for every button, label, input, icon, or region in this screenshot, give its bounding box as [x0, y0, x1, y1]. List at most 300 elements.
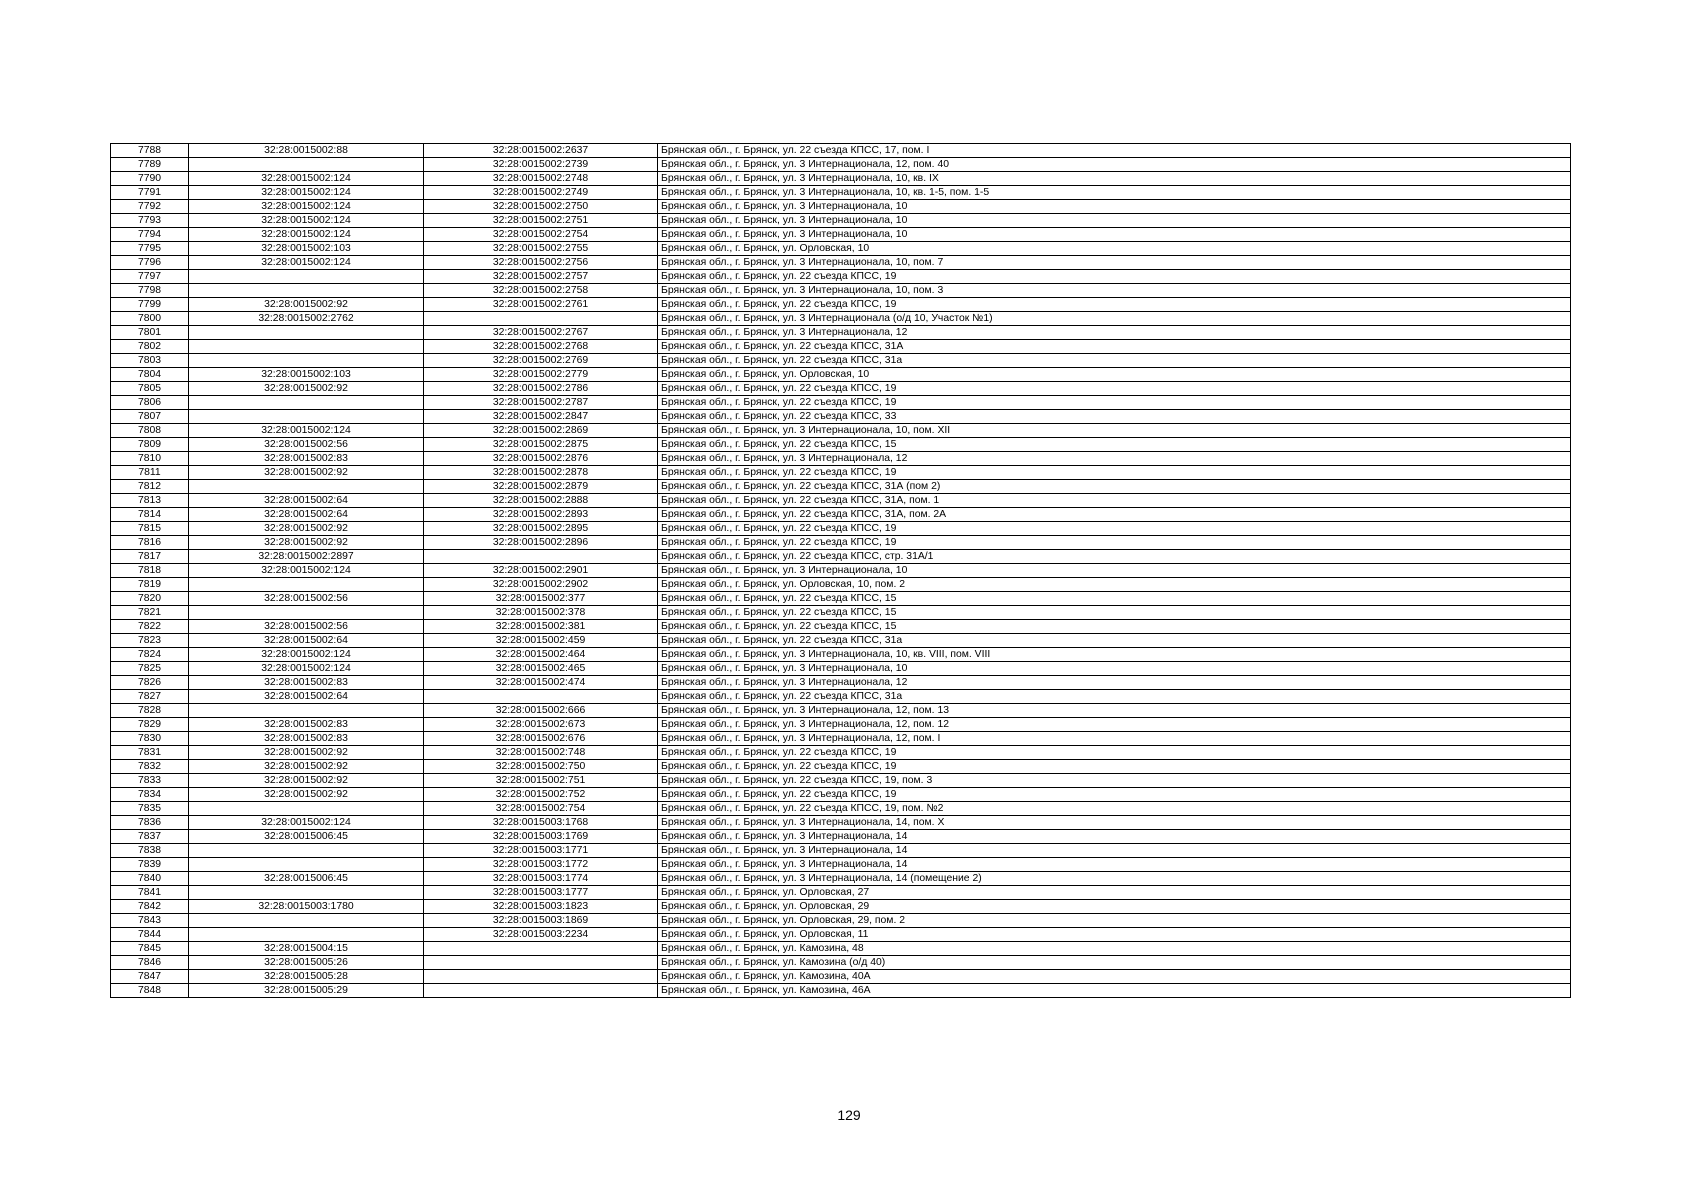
table-row	[111, 242, 1571, 256]
parcel-number-cell: 32:28:0015002:92	[189, 760, 424, 774]
parcel-number-cell: 32:28:0015002:83	[189, 676, 424, 690]
table-row	[111, 676, 1571, 690]
table-row	[111, 480, 1571, 494]
address-cell: Брянская обл., г. Брянск, ул. 22 съезда КПСС, 19, пом. №2	[658, 802, 1571, 816]
address-cell: Брянская обл., г. Брянск, ул. 3 Интернационала, 12	[658, 676, 1571, 690]
address-cell: Брянская обл., г. Брянск, ул. 3 Интернационала, 10	[658, 564, 1571, 578]
table-row	[111, 802, 1571, 816]
address-cell: Брянская обл., г. Брянск, ул. 3 Интернационала, 10	[658, 662, 1571, 676]
address-cell: Брянская обл., г. Брянск, ул. Орловская, 10	[658, 242, 1571, 256]
object-number-cell: 32:28:0015002:2901	[424, 564, 658, 578]
address-cell: Брянская обл., г. Брянск, ул. 22 съезда КПСС, стр. 31А/1	[658, 550, 1571, 564]
row-number-cell: 7790	[111, 172, 189, 186]
object-number-cell: 32:28:0015003:1869	[424, 914, 658, 928]
parcel-number-cell	[189, 480, 424, 494]
address-cell: Брянская обл., г. Брянск, ул. 3 Интернационала, 12, пом. 13	[658, 704, 1571, 718]
table-row	[111, 452, 1571, 466]
parcel-number-cell	[189, 354, 424, 368]
parcel-number-cell: 32:28:0015002:64	[189, 494, 424, 508]
row-number-cell: 7836	[111, 816, 189, 830]
table-row	[111, 886, 1571, 900]
row-number-cell: 7844	[111, 928, 189, 942]
table-row	[111, 648, 1571, 662]
row-number-cell: 7812	[111, 480, 189, 494]
row-number-cell: 7834	[111, 788, 189, 802]
row-number-cell: 7821	[111, 606, 189, 620]
object-number-cell: 32:28:0015002:2761	[424, 298, 658, 312]
address-cell: Брянская обл., г. Брянск, ул. 3 Интернационала, 10	[658, 214, 1571, 228]
row-number-cell: 7839	[111, 858, 189, 872]
address-cell: Брянская обл., г. Брянск, ул. 22 съезда КПСС, 19	[658, 788, 1571, 802]
row-number-cell: 7837	[111, 830, 189, 844]
object-number-cell: 32:28:0015002:2739	[424, 158, 658, 172]
parcel-number-cell: 32:28:0015002:2897	[189, 550, 424, 564]
object-number-cell: 32:28:0015002:2751	[424, 214, 658, 228]
address-cell: Брянская обл., г. Брянск, ул. Орловская, 27	[658, 886, 1571, 900]
table-row	[111, 158, 1571, 172]
parcel-number-cell: 32:28:0015002:64	[189, 690, 424, 704]
table-row	[111, 788, 1571, 802]
address-cell: Брянская обл., г. Брянск, ул. 22 съезда КПСС, 15	[658, 606, 1571, 620]
address-cell: Брянская обл., г. Брянск, ул. 3 Интернационала, 10, пом. XII	[658, 424, 1571, 438]
table-row	[111, 620, 1571, 634]
row-number-cell: 7825	[111, 662, 189, 676]
parcel-number-cell: 32:28:0015002:124	[189, 564, 424, 578]
address-cell: Брянская обл., г. Брянск, ул. Орловская, 10, пом. 2	[658, 578, 1571, 592]
address-cell: Брянская обл., г. Брянск, ул. Камозина, 48	[658, 942, 1571, 956]
table-row	[111, 872, 1571, 886]
address-cell: Брянская обл., г. Брянск, ул. 3 Интернационала, 14	[658, 830, 1571, 844]
object-number-cell: 32:28:0015002:465	[424, 662, 658, 676]
object-number-cell: 32:28:0015002:748	[424, 746, 658, 760]
table-row	[111, 466, 1571, 480]
address-cell: Брянская обл., г. Брянск, ул. 3 Интернационала, 12, пом. 12	[658, 718, 1571, 732]
row-number-cell: 7806	[111, 396, 189, 410]
object-number-cell: 32:28:0015002:676	[424, 732, 658, 746]
object-number-cell: 32:28:0015002:2879	[424, 480, 658, 494]
address-cell: Брянская обл., г. Брянск, ул. 3 Интернационала, 10, кв. 1-5, пом. 1-5	[658, 186, 1571, 200]
parcel-number-cell: 32:28:0015002:2762	[189, 312, 424, 326]
parcel-number-cell	[189, 270, 424, 284]
table-row	[111, 690, 1571, 704]
parcel-number-cell	[189, 578, 424, 592]
object-number-cell: 32:28:0015002:2847	[424, 410, 658, 424]
row-number-cell: 7820	[111, 592, 189, 606]
row-number-cell: 7818	[111, 564, 189, 578]
parcel-number-cell: 32:28:0015002:92	[189, 522, 424, 536]
table-row	[111, 256, 1571, 270]
table-row	[111, 760, 1571, 774]
address-cell: Брянская обл., г. Брянск, ул. 22 съезда КПСС, 33	[658, 410, 1571, 424]
parcel-number-cell	[189, 704, 424, 718]
parcel-number-cell: 32:28:0015002:124	[189, 186, 424, 200]
table-row	[111, 844, 1571, 858]
page-number: 129	[837, 1107, 861, 1123]
address-cell: Брянская обл., г. Брянск, ул. 3 Интернационала, 14	[658, 858, 1571, 872]
parcel-number-cell: 32:28:0015005:26	[189, 956, 424, 970]
address-cell: Брянская обл., г. Брянск, ул. 3 Интернационала, 10, пом. 3	[658, 284, 1571, 298]
object-number-cell: 32:28:0015002:2748	[424, 172, 658, 186]
address-cell: Брянская обл., г. Брянск, ул. 22 съезда КПСС, 31А, пом. 1	[658, 494, 1571, 508]
table-row	[111, 830, 1571, 844]
row-number-cell: 7805	[111, 382, 189, 396]
row-number-cell: 7827	[111, 690, 189, 704]
parcel-number-cell: 32:28:0015005:29	[189, 984, 424, 998]
address-cell: Брянская обл., г. Брянск, ул. 3 Интернационала, 14, пом. X	[658, 816, 1571, 830]
object-number-cell: 32:28:0015002:2895	[424, 522, 658, 536]
row-number-cell: 7802	[111, 340, 189, 354]
row-number-cell: 7797	[111, 270, 189, 284]
row-number-cell: 7843	[111, 914, 189, 928]
address-cell: Брянская обл., г. Брянск, ул. 22 съезда КПСС, 19	[658, 536, 1571, 550]
parcel-number-cell	[189, 858, 424, 872]
table-row	[111, 956, 1571, 970]
object-number-cell: 32:28:0015002:2749	[424, 186, 658, 200]
address-cell: Брянская обл., г. Брянск, ул. 22 съезда КПСС, 31а	[658, 354, 1571, 368]
row-number-cell: 7800	[111, 312, 189, 326]
row-number-cell: 7848	[111, 984, 189, 998]
object-number-cell: 32:28:0015002:2757	[424, 270, 658, 284]
table-row	[111, 396, 1571, 410]
parcel-number-cell: 32:28:0015002:124	[189, 214, 424, 228]
object-number-cell: 32:28:0015002:2786	[424, 382, 658, 396]
address-cell: Брянская обл., г. Брянск, ул. 3 Интернационала, 10	[658, 228, 1571, 242]
parcel-number-cell	[189, 886, 424, 900]
parcel-number-cell: 32:28:0015002:124	[189, 256, 424, 270]
parcel-number-cell: 32:28:0015002:92	[189, 746, 424, 760]
row-number-cell: 7846	[111, 956, 189, 970]
parcel-number-cell: 32:28:0015002:103	[189, 368, 424, 382]
address-cell: Брянская обл., г. Брянск, ул. 22 съезда КПСС, 19	[658, 746, 1571, 760]
row-number-cell: 7828	[111, 704, 189, 718]
row-number-cell: 7792	[111, 200, 189, 214]
table-row	[111, 214, 1571, 228]
table-row	[111, 312, 1571, 326]
row-number-cell: 7810	[111, 452, 189, 466]
row-number-cell: 7795	[111, 242, 189, 256]
object-number-cell: 32:28:0015003:1769	[424, 830, 658, 844]
parcel-number-cell	[189, 158, 424, 172]
parcel-number-cell	[189, 396, 424, 410]
address-cell: Брянская обл., г. Брянск, ул. 3 Интернационала, 10, кв. VIII, пом. VIII	[658, 648, 1571, 662]
table-row	[111, 914, 1571, 928]
table-row	[111, 508, 1571, 522]
table-row	[111, 368, 1571, 382]
table-row	[111, 228, 1571, 242]
address-cell: Брянская обл., г. Брянск, ул. Камозина, 46А	[658, 984, 1571, 998]
table-row	[111, 340, 1571, 354]
table-row	[111, 200, 1571, 214]
table-row	[111, 578, 1571, 592]
table-row	[111, 942, 1571, 956]
address-cell: Брянская обл., г. Брянск, ул. Орловская, 29, пом. 2	[658, 914, 1571, 928]
address-cell: Брянская обл., г. Брянск, ул. Камозина (о/д 40)	[658, 956, 1571, 970]
table-row	[111, 858, 1571, 872]
row-number-cell: 7831	[111, 746, 189, 760]
row-number-cell: 7835	[111, 802, 189, 816]
row-number-cell: 7789	[111, 158, 189, 172]
object-number-cell: 32:28:0015002:2902	[424, 578, 658, 592]
parcel-number-cell: 32:28:0015006:45	[189, 830, 424, 844]
object-number-cell: 32:28:0015002:2755	[424, 242, 658, 256]
object-number-cell: 32:28:0015002:377	[424, 592, 658, 606]
table-row	[111, 816, 1571, 830]
table-row	[111, 284, 1571, 298]
address-cell: Брянская обл., г. Брянск, ул. 3 Интернационала, 14 (помещение 2)	[658, 872, 1571, 886]
parcel-number-cell	[189, 340, 424, 354]
parcel-number-cell: 32:28:0015006:45	[189, 872, 424, 886]
table-row	[111, 424, 1571, 438]
object-number-cell: 32:28:0015002:2787	[424, 396, 658, 410]
address-cell: Брянская обл., г. Брянск, ул. 3 Интернационала, 12	[658, 326, 1571, 340]
table-row	[111, 900, 1571, 914]
object-number-cell: 32:28:0015002:474	[424, 676, 658, 690]
table-row	[111, 438, 1571, 452]
object-number-cell: 32:28:0015002:751	[424, 774, 658, 788]
table-row	[111, 186, 1571, 200]
parcel-number-cell: 32:28:0015002:124	[189, 662, 424, 676]
row-number-cell: 7803	[111, 354, 189, 368]
address-cell: Брянская обл., г. Брянск, ул. 22 съезда КПСС, 19	[658, 298, 1571, 312]
parcel-number-cell: 32:28:0015002:64	[189, 634, 424, 648]
parcel-number-cell: 32:28:0015004:15	[189, 942, 424, 956]
parcel-number-cell: 32:28:0015002:92	[189, 382, 424, 396]
cadastral-table	[110, 143, 1571, 998]
object-number-cell: 32:28:0015002:750	[424, 760, 658, 774]
object-number-cell: 32:28:0015002:2769	[424, 354, 658, 368]
table-row	[111, 536, 1571, 550]
address-cell: Брянская обл., г. Брянск, ул. 22 съезда КПСС, 15	[658, 620, 1571, 634]
object-number-cell: 32:28:0015002:673	[424, 718, 658, 732]
address-cell: Брянская обл., г. Брянск, ул. Камозина, 40А	[658, 970, 1571, 984]
row-number-cell: 7798	[111, 284, 189, 298]
table-row	[111, 928, 1571, 942]
table-row	[111, 382, 1571, 396]
parcel-number-cell: 32:28:0015002:124	[189, 200, 424, 214]
object-number-cell: 32:28:0015003:2234	[424, 928, 658, 942]
parcel-number-cell: 32:28:0015002:124	[189, 424, 424, 438]
object-number-cell: 32:28:0015002:2756	[424, 256, 658, 270]
address-cell: Брянская обл., г. Брянск, ул. 22 съезда КПСС, 19	[658, 760, 1571, 774]
row-number-cell: 7840	[111, 872, 189, 886]
object-number-cell	[424, 956, 658, 970]
table-row	[111, 172, 1571, 186]
parcel-number-cell	[189, 410, 424, 424]
parcel-number-cell: 32:28:0015003:1780	[189, 900, 424, 914]
parcel-number-cell	[189, 284, 424, 298]
parcel-number-cell	[189, 326, 424, 340]
row-number-cell: 7816	[111, 536, 189, 550]
parcel-number-cell: 32:28:0015002:56	[189, 592, 424, 606]
object-number-cell: 32:28:0015003:1768	[424, 816, 658, 830]
object-number-cell	[424, 550, 658, 564]
parcel-number-cell	[189, 914, 424, 928]
table-row	[111, 564, 1571, 578]
row-number-cell: 7841	[111, 886, 189, 900]
address-cell: Брянская обл., г. Брянск, ул. 22 съезда КПСС, 15	[658, 592, 1571, 606]
object-number-cell: 32:28:0015002:464	[424, 648, 658, 662]
address-cell: Брянская обл., г. Брянск, ул. 3 Интернационала, 12, пом. 40	[658, 158, 1571, 172]
object-number-cell	[424, 970, 658, 984]
parcel-number-cell: 32:28:0015002:92	[189, 466, 424, 480]
address-cell: Брянская обл., г. Брянск, ул. 22 съезда КПСС, 19	[658, 466, 1571, 480]
table-row	[111, 326, 1571, 340]
object-number-cell: 32:28:0015002:2869	[424, 424, 658, 438]
row-number-cell: 7847	[111, 970, 189, 984]
parcel-number-cell	[189, 844, 424, 858]
table-row	[111, 662, 1571, 676]
parcel-number-cell: 32:28:0015002:83	[189, 732, 424, 746]
address-cell: Брянская обл., г. Брянск, ул. 3 Интернационала, 10	[658, 200, 1571, 214]
parcel-number-cell: 32:28:0015002:92	[189, 774, 424, 788]
address-cell: Брянская обл., г. Брянск, ул. 22 съезда КПСС, 19	[658, 396, 1571, 410]
row-number-cell: 7823	[111, 634, 189, 648]
object-number-cell: 32:28:0015002:2750	[424, 200, 658, 214]
object-number-cell: 32:28:0015003:1823	[424, 900, 658, 914]
address-cell: Брянская обл., г. Брянск, ул. 22 съезда КПСС, 19	[658, 522, 1571, 536]
row-number-cell: 7814	[111, 508, 189, 522]
address-cell: Брянская обл., г. Брянск, ул. 3 Интернационала (о/д 10, Участок №1)	[658, 312, 1571, 326]
row-number-cell: 7829	[111, 718, 189, 732]
object-number-cell: 32:28:0015002:2768	[424, 340, 658, 354]
object-number-cell: 32:28:0015002:2876	[424, 452, 658, 466]
table-row	[111, 410, 1571, 424]
row-number-cell: 7819	[111, 578, 189, 592]
object-number-cell: 32:28:0015003:1772	[424, 858, 658, 872]
address-cell: Брянская обл., г. Брянск, ул. 3 Интернационала, 12, пом. I	[658, 732, 1571, 746]
object-number-cell: 32:28:0015002:2637	[424, 144, 658, 158]
address-cell: Брянская обл., г. Брянск, ул. 22 съезда КПСС, 19	[658, 382, 1571, 396]
table-row	[111, 550, 1571, 564]
parcel-number-cell	[189, 802, 424, 816]
row-number-cell: 7804	[111, 368, 189, 382]
object-number-cell: 32:28:0015003:1777	[424, 886, 658, 900]
object-number-cell: 32:28:0015002:459	[424, 634, 658, 648]
row-number-cell: 7791	[111, 186, 189, 200]
object-number-cell: 32:28:0015002:2758	[424, 284, 658, 298]
row-number-cell: 7826	[111, 676, 189, 690]
row-number-cell: 7799	[111, 298, 189, 312]
table-row	[111, 298, 1571, 312]
parcel-number-cell	[189, 606, 424, 620]
row-number-cell: 7813	[111, 494, 189, 508]
parcel-number-cell	[189, 928, 424, 942]
object-number-cell: 32:28:0015003:1771	[424, 844, 658, 858]
parcel-number-cell: 32:28:0015002:124	[189, 228, 424, 242]
object-number-cell: 32:28:0015002:381	[424, 620, 658, 634]
object-number-cell	[424, 942, 658, 956]
address-cell: Брянская обл., г. Брянск, ул. Орловская, 10	[658, 368, 1571, 382]
row-number-cell: 7838	[111, 844, 189, 858]
row-number-cell: 7845	[111, 942, 189, 956]
parcel-number-cell: 32:28:0015002:92	[189, 788, 424, 802]
cadastral-table-body	[111, 144, 1571, 998]
table-row	[111, 746, 1571, 760]
row-number-cell: 7788	[111, 144, 189, 158]
table-row	[111, 970, 1571, 984]
address-cell: Брянская обл., г. Брянск, ул. 22 съезда КПСС, 31А, пом. 2А	[658, 508, 1571, 522]
object-number-cell: 32:28:0015002:2878	[424, 466, 658, 480]
object-number-cell: 32:28:0015002:754	[424, 802, 658, 816]
parcel-number-cell: 32:28:0015002:124	[189, 816, 424, 830]
table-row	[111, 270, 1571, 284]
table-row	[111, 774, 1571, 788]
object-number-cell: 32:28:0015002:2767	[424, 326, 658, 340]
row-number-cell: 7794	[111, 228, 189, 242]
address-cell: Брянская обл., г. Брянск, ул. 22 съезда КПСС, 31а	[658, 634, 1571, 648]
object-number-cell	[424, 984, 658, 998]
address-cell: Брянская обл., г. Брянск, ул. 22 съезда КПСС, 31А	[658, 340, 1571, 354]
parcel-number-cell: 32:28:0015002:124	[189, 648, 424, 662]
object-number-cell: 32:28:0015002:2754	[424, 228, 658, 242]
row-number-cell: 7809	[111, 438, 189, 452]
row-number-cell: 7801	[111, 326, 189, 340]
address-cell: Брянская обл., г. Брянск, ул. 22 съезда КПСС, 19, пом. 3	[658, 774, 1571, 788]
parcel-number-cell: 32:28:0015002:56	[189, 438, 424, 452]
row-number-cell: 7808	[111, 424, 189, 438]
row-number-cell: 7793	[111, 214, 189, 228]
parcel-number-cell: 32:28:0015002:103	[189, 242, 424, 256]
table-row	[111, 494, 1571, 508]
object-number-cell: 32:28:0015002:2888	[424, 494, 658, 508]
row-number-cell: 7832	[111, 760, 189, 774]
address-cell: Брянская обл., г. Брянск, ул. 3 Интернационала, 14	[658, 844, 1571, 858]
table-row	[111, 592, 1571, 606]
parcel-number-cell: 32:28:0015002:83	[189, 452, 424, 466]
row-number-cell: 7796	[111, 256, 189, 270]
object-number-cell: 32:28:0015002:2896	[424, 536, 658, 550]
address-cell: Брянская обл., г. Брянск, ул. 3 Интернационала, 12	[658, 452, 1571, 466]
object-number-cell: 32:28:0015002:2893	[424, 508, 658, 522]
parcel-number-cell: 32:28:0015002:124	[189, 172, 424, 186]
address-cell: Брянская обл., г. Брянск, ул. 22 съезда КПСС, 31А (пом 2)	[658, 480, 1571, 494]
row-number-cell: 7842	[111, 900, 189, 914]
parcel-number-cell: 32:28:0015002:92	[189, 536, 424, 550]
table-row	[111, 522, 1571, 536]
table-row	[111, 732, 1571, 746]
table-row	[111, 984, 1571, 998]
table-row	[111, 634, 1571, 648]
table-row	[111, 606, 1571, 620]
address-cell: Брянская обл., г. Брянск, ул. Орловская, 11	[658, 928, 1571, 942]
row-number-cell: 7817	[111, 550, 189, 564]
address-cell: Брянская обл., г. Брянск, ул. 3 Интернационала, 10, пом. 7	[658, 256, 1571, 270]
row-number-cell: 7824	[111, 648, 189, 662]
address-cell: Брянская обл., г. Брянск, ул. 22 съезда КПСС, 15	[658, 438, 1571, 452]
table-row	[111, 704, 1571, 718]
address-cell: Брянская обл., г. Брянск, ул. 22 съезда КПСС, 31а	[658, 690, 1571, 704]
parcel-number-cell: 32:28:0015002:92	[189, 298, 424, 312]
object-number-cell: 32:28:0015002:752	[424, 788, 658, 802]
object-number-cell: 32:28:0015003:1774	[424, 872, 658, 886]
object-number-cell: 32:28:0015002:378	[424, 606, 658, 620]
parcel-number-cell: 32:28:0015002:88	[189, 144, 424, 158]
address-cell: Брянская обл., г. Брянск, ул. 3 Интернационала, 10, кв. IX	[658, 172, 1571, 186]
row-number-cell: 7822	[111, 620, 189, 634]
object-number-cell	[424, 690, 658, 704]
row-number-cell: 7807	[111, 410, 189, 424]
object-number-cell	[424, 312, 658, 326]
row-number-cell: 7815	[111, 522, 189, 536]
object-number-cell: 32:28:0015002:2779	[424, 368, 658, 382]
table-row	[111, 144, 1571, 158]
parcel-number-cell: 32:28:0015002:83	[189, 718, 424, 732]
address-cell: Брянская обл., г. Брянск, ул. 22 съезда КПСС, 17, пом. I	[658, 144, 1571, 158]
parcel-number-cell: 32:28:0015002:56	[189, 620, 424, 634]
object-number-cell: 32:28:0015002:2875	[424, 438, 658, 452]
object-number-cell: 32:28:0015002:666	[424, 704, 658, 718]
row-number-cell: 7833	[111, 774, 189, 788]
